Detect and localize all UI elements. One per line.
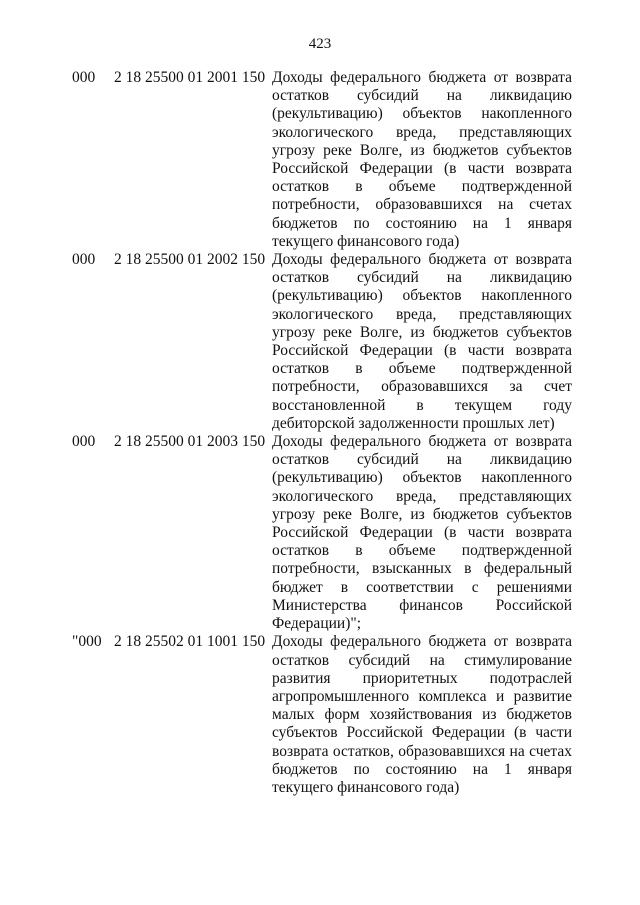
budget-classification-code: 2 18 25500 01 2001 150 — [114, 69, 266, 86]
budget-classification-code: 2 18 25502 01 1001 150 — [114, 633, 266, 651]
page-number: 423 — [308, 36, 332, 52]
budget-classification-code: 2 18 25500 01 2003 150 — [114, 433, 266, 451]
table-row — [72, 69, 572, 251]
admin-code: 000 — [72, 433, 96, 451]
income-description: Доходы федерального бюджета от возврата остатков субсидий на ликвидацию (рекультивацию) объектов накопленного экологического вреда, представляющих угрозу реке Волге, из бюджетов субъектов Российской Федерации (в части возврата остатков в объеме подтвержденной потребности, образовавшихся за счет восстановленной в текущем году дебиторской задолженности прошлых лет) — [272, 251, 572, 432]
budget-codes-table — [72, 69, 572, 797]
income-description: Доходы федерального бюджета от возврата остатков субсидий на ликвидацию (рекультивацию) объектов накопленного экологического вреда, представляющих угрозу реке Волге, из бюджетов субъектов Российской Федерации (в части возврата остатков в объеме подтвержденной потребности, взысканных в федеральный бюджет в соответствии с решениями Министерства финансов Российской Федерации)"; — [272, 433, 572, 633]
income-description: Доходы федерального бюджета от возврата остатков субсидий на стимулирование развития приоритетных подотраслей агропромышленного комплекса и развитие малых форм хозяйствования из бюджетов субъектов Российской Федерации (в части возврата остатков, образовавшихся на счетах бюджетов по состоянию на 1 января текущего финансового года) — [272, 633, 572, 796]
table-row — [72, 433, 572, 633]
admin-code: 000 — [72, 251, 96, 269]
admin-code: "000 — [72, 633, 102, 651]
table-row — [72, 633, 572, 797]
table-row — [72, 251, 572, 433]
income-description: Доходы федерального бюджета от возврата остатков субсидий на ликвидацию (рекультивацию) объектов накопленного экологического вреда, представляющих угрозу реке Волге, из бюджетов субъектов Российской Федерации (в части возврата остатков в объеме подтвержденной потребности, образовавшихся на счетах бюджетов по состоянию на 1 января текущего финансового года) — [272, 69, 572, 250]
budget-classification-code: 2 18 25500 01 2002 150 — [114, 251, 266, 269]
admin-code: 000 — [72, 69, 96, 86]
